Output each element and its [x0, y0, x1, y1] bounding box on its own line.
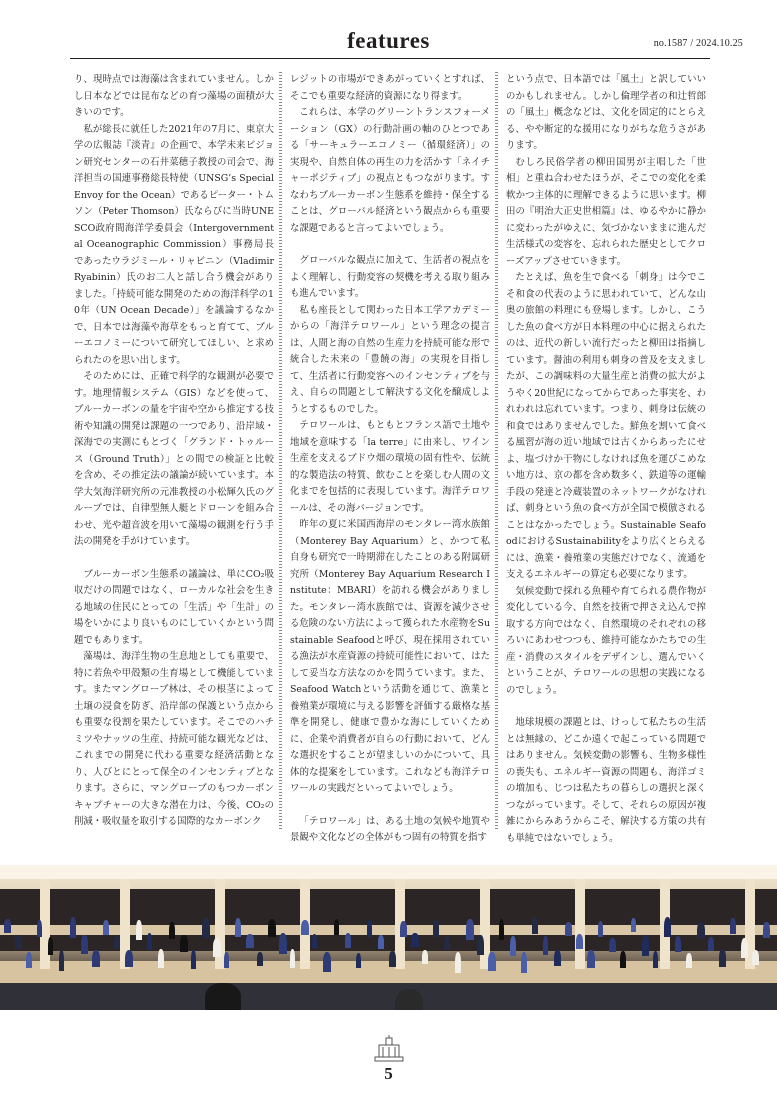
audience-member — [169, 922, 175, 939]
text-column-3 — [506, 72, 706, 847]
audience-member — [59, 950, 64, 971]
audience-member — [70, 917, 76, 938]
audience-member — [26, 952, 32, 968]
audience-member — [202, 918, 210, 938]
audience-member — [114, 935, 120, 949]
audience-member — [103, 920, 109, 935]
audience-member — [598, 921, 603, 937]
audience-member — [620, 951, 626, 968]
audience-member — [587, 950, 595, 968]
audience-member — [675, 936, 681, 952]
audience-member — [312, 934, 317, 948]
paragraph: テロワールは、もともとフランス語で土地や地域を意味する「la terre」に由来し、ワイン生産を支えるブドウ畑の環境の固有性や、伝統的な製造法の特質、飲むことを楽しむ人間の文化までを包括的に表現しています。海洋テロワールは、その海バージョンです。 — [290, 420, 490, 514]
audience-member — [345, 933, 351, 948]
paragraph: これらは、本学のグリーントランスフォーメーション（GX）の行動計画の軸のひとつである「サーキュラーエコノミー（循環経済）」の実現や、自然自体の再生の力を活かす「ネイチャーポジティブ」の視点ともつながります。すなわちブルーカーボン生態系を維持・保全することは、グローバル経済という観点からも重要な課題であると言ってよいでしょう。 — [290, 107, 490, 234]
audience-member — [631, 918, 636, 932]
audience-member — [565, 922, 572, 936]
paragraph-gap — [506, 699, 706, 715]
paragraph-gap — [74, 551, 274, 567]
audience-member — [521, 952, 527, 973]
issue-number: no.1587 / 2024.10.25 — [653, 38, 743, 49]
audience-member — [510, 936, 516, 956]
header-rule — [70, 58, 710, 59]
audience-member — [191, 950, 196, 969]
audience-member — [686, 953, 692, 968]
column-divider — [495, 72, 498, 830]
audience-member — [411, 933, 419, 947]
audience-member — [642, 935, 649, 956]
paragraph: ブルーカーボン生態系の議論は、単にCO₂吸収だけの問題ではなく、ローカルな社会を生きる地域の住民にとっての「生活」や「生計」の場をいかにより良いものにしていくかという問題でもあります。 — [74, 568, 274, 646]
university-building-icon — [373, 1035, 405, 1063]
audience-member — [356, 953, 361, 968]
audience-member — [180, 935, 188, 952]
page-number: 5 — [384, 1064, 393, 1083]
audience-member — [213, 938, 221, 957]
audience-member — [664, 917, 671, 937]
audience-member — [466, 919, 474, 940]
paragraph: グローバルな観点に加えて、生活者の視点をよく理解し、行動変容の契機を考える取り組みも進んでいます。 — [290, 255, 490, 299]
audience-member — [477, 935, 484, 955]
audience-member — [378, 935, 384, 949]
audience-member — [719, 949, 726, 967]
audience-member — [246, 934, 254, 948]
audience-member — [224, 952, 229, 968]
audience-member — [741, 938, 748, 958]
audience-member — [422, 950, 428, 964]
audience-member — [4, 919, 11, 933]
audience-member — [257, 952, 263, 966]
page-header — [0, 0, 777, 60]
audience-member — [301, 920, 309, 935]
paragraph: 私も座長として関わった日本工学アカデミーからの「海洋テロワール」という理念の提言は、人間と海の自然の生産力を持続可能な形で統合した未来の「豊饒の海」の実現を目指して、生活者に行動変容へのインセンティブを与え、自らの問題として解決する文化を醸成しようとするものでした。 — [290, 304, 490, 415]
audience-member — [730, 918, 736, 934]
paragraph: 藻場は、海洋生物の生息地としても重要で、特に若魚や甲殻類の生育場として機能しています。またマングローブ林は、その根茎によって土壌の浸食を防ぎ、沿岸部の保護という点からも重要な役割を果たしています。そこでのハチミツやナッツの生産、持続可能な観光などは、これまでの開発に代わる重要な経済活動となり、人びとにとって保全のインセンティブとなります。さらに、マングローブのもつカーボンキャプチャーの大きな潜在力は、今後、CO₂の削減・吸収量を取引する国際的なカーボンク — [74, 651, 274, 827]
text-column-1 — [74, 72, 274, 831]
paragraph-gap — [290, 798, 490, 814]
paragraph: そのためには、正確で科学的な観測が必要です。地理情報システム（GIS）などを使って、ブルーカーボンの量を宇宙や空から推定する技術や知識の開発は課題の一つであり、沿岸域・深海での実測にもとづく「グランド・トゥルース（Ground Truth）」との間での検証と比較を含め、その推定法の議論が続いています。本学大気海洋研究所の元准教授の小松輝久氏のグループでは、自律型無人艇とドローンを組み合わせ、光や超音波を用いて藻場の観測を行う手法の開発を手がけています。 — [74, 371, 274, 547]
audience-member — [488, 952, 496, 971]
audience-member — [290, 949, 295, 968]
paragraph: レジットの市場ができあがっていくとすれば、そこでも重要な経済的資源になり得ます。 — [290, 74, 490, 102]
column-divider — [279, 72, 282, 830]
paragraph: たとえば、魚を生で食べる「刺身」は今でこそ和食の代表のように思われていて、どんな山奥の旅館の料理にも登場します。しかし、こうした魚の食べ方が日本料理の中心に据えられたのは、近代の新しい流行だったと柳田は指摘しています。醤油の利用も刺身の普及を支えましたが、この調味料の大量生産と消費の拡大がようやく20世紀になってからであった事実を、われわれは忘れています。つまり、刺身は伝統の和食ではありませんでした。鮮魚を割いて食べる風習が海の近い地域では古くからあったにせよ、塩づけか干物にしなければ魚を運びこめない地方は、京の都を含め数多く、鉄道等の運輸手段の発達と冷蔵装置のネットワークがなければ、刺身という魚の食べ方が全国で模倣されることはなかったでしょう。Sustainable SeafoodにおけるSustainabilityをより広くとらえるには、漁業・養殖業の実態だけでなく、流通を支えるエネルギーの算定も必要になります。 — [506, 272, 706, 580]
audience-member — [158, 949, 164, 968]
paragraph-gap — [290, 237, 490, 253]
audience-member — [389, 951, 396, 967]
paragraph: 私が総長に就任した2021年の7月に、東京大学の広報誌『淡青』の企画で、本学未来ビジョン研究センターの石井菜穂子教授の司会で、海洋担当の国連事務総長特使（UNSG’s Special Envoy for the Ocean）であるピーター・トムソン（Peter Thomson）氏ならびに当時UNESCO政府間海洋学委員会（Intergovernmental Oceanographic Commission）事務局長であったウラジミール・リャビニン（Vladimir Ryabinin）氏のお二人と話し合う機会がありました。「持続可能な開発のための海洋科学の10年（UN Ocean Decade）」を議論するなかで、日本では海藻や海草をもっと育てて、ブルーエコノミーについて研究してほしい、と求められたのを思い出します。 — [74, 123, 274, 366]
audience-member — [279, 933, 287, 954]
audience-member — [708, 937, 714, 951]
audience-member — [433, 919, 439, 937]
audience-member — [609, 938, 616, 952]
audience-member — [763, 922, 770, 938]
audience-member — [653, 951, 658, 968]
audience-member — [334, 919, 339, 935]
audience-member — [147, 933, 152, 950]
audience-member — [81, 935, 88, 954]
paragraph: 地球規模の課題とは、けっして私たちの生活とは無縁の、どこか遠くで起こっている問題ではありません。気候変動の影響も、生物多様性の喪失も、エネルギー資源の問題も、海洋ゴミの増加も、じつは私たちの暮らしの選択と深くつながっています。そして、それらの原因が複雑にからみあうからこそ、解決する方策の共有も単純ではないでしょう。 — [506, 717, 706, 844]
paragraph: 気候変動で採れる魚種や育てられる農作物が変化している今、自然を技術で押さえ込んで搾取する方向ではなく、自然環境のそれぞれの移ろいにあわせつつも、維持可能なかたちでの生産・消費のスタイルをデザインし、選んでいくということが、テロワールの思想の実践になるのでしょう。 — [506, 585, 706, 696]
paragraph: 昨年の夏に米国西海岸のモンタレー湾水族館（Monterey Bay Aquarium）と、かつて私自身も研究で一時期滞在したことのある附属研究所（Monterey Bay Aquarium Research Institute：MBARI）を訪れる機会がありました。モンタレー湾水族館では、資源を減少させる危険のない方法によって獲られた水産物をSustainable Seafoodと呼び、現在採用されている漁法が水産資源の持続可能性において、はたして妥当な方法なのかを問うています。また、Seafood Watchという活動を通じて、漁業と養殖業が環境に与える影響を評価する厳格な基準を開発し、健康で豊かな海にしていくために、企業や消費者が自らの行動において、どんな選択をすることが望ましいのかについて、具体的な提案をしています。これなども海洋テロワールの実践だといってよいでしょう。 — [290, 519, 490, 794]
paragraph: り、現時点では海藻は含まれていません。しかし日本などでは昆布などの育つ藻場の面積が大きいのです。 — [74, 74, 274, 118]
foreground-attendee — [395, 989, 423, 1010]
foreground-attendee — [205, 983, 241, 1010]
paragraph: むしろ民俗学者の柳田国男が主唱した「世相」と重ね合わせたほうが、そこでの変化を柔軟かつ主体的に理解できるように思います。柳田の『明治大正史世相篇』は、ゆるやかに静かに変わったがゆえに、気づかないままに進んだ生活様式の変容を、忘れられた歴史としてクローズアップさせていきます。 — [506, 156, 706, 267]
audience-member — [268, 919, 276, 937]
audience-member — [15, 935, 22, 949]
audience-member — [499, 919, 504, 940]
paragraph: 「テロワール」は、ある土地の気候や地質や景観や文化などの全体がもつ固有の特質を指す — [290, 815, 490, 843]
text-column-2 — [290, 72, 490, 847]
audience-member — [92, 950, 100, 967]
audience-member — [125, 950, 133, 967]
audience-member — [554, 950, 561, 966]
audience-member — [543, 936, 548, 955]
audience-member — [367, 920, 372, 937]
audience-member — [235, 918, 241, 937]
audience-member — [400, 921, 407, 937]
audience-member — [48, 937, 53, 955]
audience-member — [697, 922, 705, 939]
section-title: features — [347, 28, 430, 53]
audience-member — [136, 920, 142, 940]
audience-member — [455, 952, 461, 973]
audience-member — [444, 936, 450, 950]
audience-member — [323, 952, 331, 972]
audience-member — [37, 920, 42, 937]
audience-member — [532, 917, 538, 934]
audience-member — [752, 950, 759, 965]
audience-member — [576, 934, 583, 949]
hall-pillar — [575, 879, 585, 969]
ceremony-hall-photo — [0, 865, 777, 1010]
paragraph: という点で、日本語では「風土」と訳していいのかもしれません。しかし倫理学者の和辻哲郎の「風土」概念などは、文化を固定的にとらえる、やや断定的な援用になりがちな危うさがあります。 — [506, 74, 706, 151]
